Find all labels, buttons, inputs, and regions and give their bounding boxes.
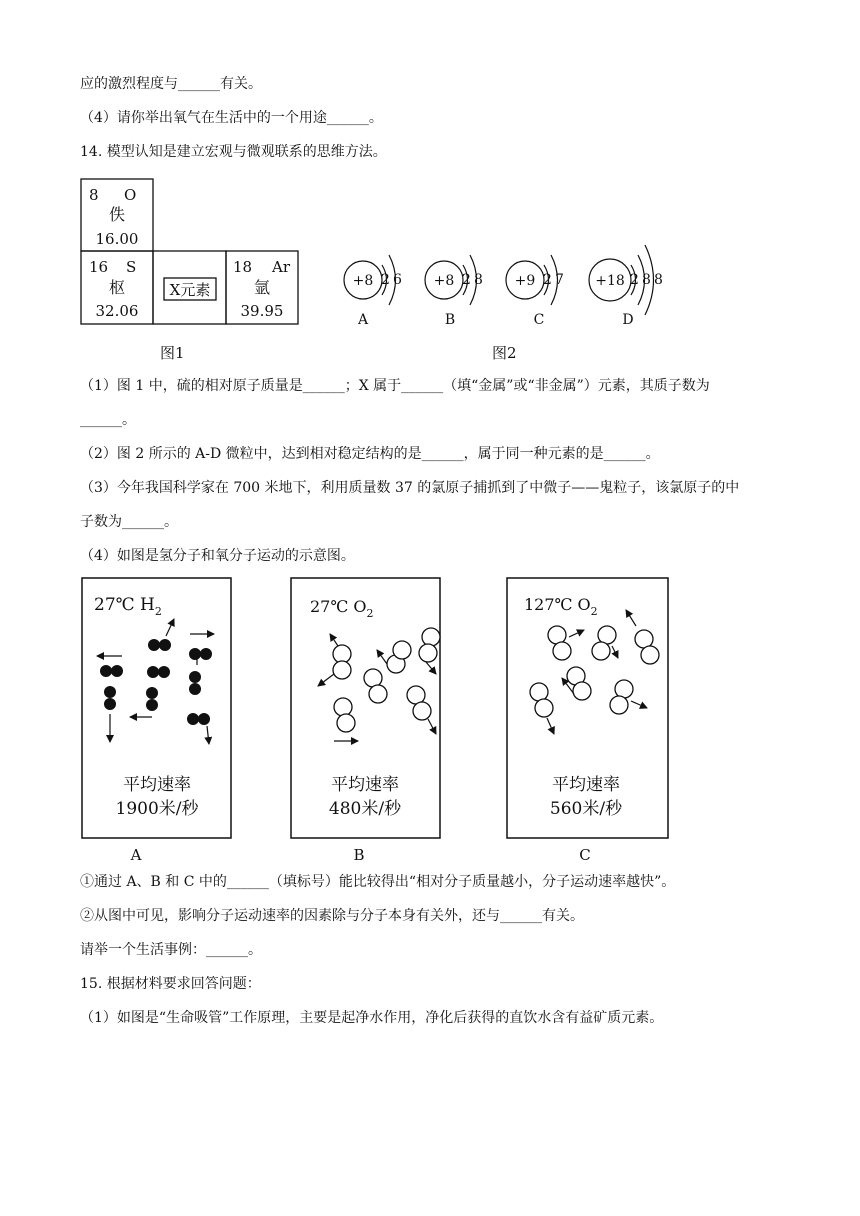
text-line-q4: （4）如图是氢分子和氧分子运动的示意图。 <box>80 548 355 564</box>
oxygen-molecules-b <box>333 628 440 732</box>
particle-a-label: A <box>357 312 369 328</box>
sulfur-mass: 32.06 <box>95 302 139 320</box>
text-line-1: 应的激烈程度与______有关。 <box>80 76 262 92</box>
text-line-q15-1: （1）如图是“生命吸管”工作原理，主要是起净水作用，净化后获得的直饮水含有益矿质元素。 <box>80 1010 664 1026</box>
panel-c-title-subscript: 2 <box>590 605 598 618</box>
text-line-q4-1: ①通过 A、B 和 C 中的______（填标号）能比较得出“相对分子质量越小，分子运动速率越快”。 <box>80 874 676 890</box>
text-line-q3: （3）今年我国科学家在 700 米地下，利用质量数 37 的氯原子捕抓到了中微子——鬼粒子，该氯原子的中 <box>80 480 740 496</box>
hydrogen-molecules <box>100 639 212 725</box>
panel-b-title-subscript: 2 <box>366 607 374 620</box>
panel-c-title: 127℃ O <box>524 595 591 614</box>
sulfur-symbol: S <box>126 258 137 276</box>
particle-c-shell-1: 2 <box>543 272 552 288</box>
particle-a-shell-1: 2 <box>381 272 390 288</box>
panel-c-speed-value: 560米/秒 <box>549 799 623 819</box>
particle-b-shell-1: 2 <box>462 272 471 288</box>
figure-2-caption: 图2 <box>492 344 517 362</box>
x-element-label: X元素 <box>169 281 211 299</box>
panel-c-speed-title: 平均速率 <box>552 775 620 795</box>
figure-2-atomic-structures <box>330 228 690 332</box>
oxygen-molecules-c <box>530 626 659 717</box>
text-line-2: （4）请你举出氧气在生活中的一个用途______。 <box>80 110 383 126</box>
text-line-q1-cont: ______。 <box>80 412 136 428</box>
particle-d-shell-3: 8 <box>654 272 663 288</box>
particle-c-shell-2: 7 <box>555 272 564 288</box>
svg-text:27℃ H2 <box>94 595 162 618</box>
particle-a-nucleus: +8 <box>352 273 374 289</box>
sulfur-name: 枢 <box>108 278 126 297</box>
particle-b-nucleus: +8 <box>433 273 455 289</box>
panel-b-label: B <box>353 846 365 864</box>
text-line-q3-cont: 子数为______。 <box>80 514 178 530</box>
particle-b-label: B <box>444 312 456 328</box>
sulfur-number: 16 <box>89 258 109 276</box>
text-line-q4-example: 请举一个生活事例：______。 <box>80 942 262 958</box>
particle-d-shell-1: 2 <box>630 272 639 288</box>
argon-symbol: Ar <box>272 258 291 276</box>
text-line-q2: （2）图 2 所示的 A-D 微粒中，达到相对稳定结构的是______，属于同一种元素的是______。 <box>80 446 660 462</box>
particle-d-shell-2: 8 <box>642 272 651 288</box>
oxygen-symbol: O <box>124 186 137 204</box>
panel-b-speed-value: 480米/秒 <box>328 799 402 819</box>
text-line-q4-2: ②从图中可见，影响分子运动速率的因素除与分子本身有关外，还与______有关。 <box>80 908 584 924</box>
question-15-heading: 15. 根据材料要求回答问题： <box>80 976 261 992</box>
particle-c-nucleus: +9 <box>514 273 536 289</box>
argon-name: 氩 <box>253 278 271 297</box>
panel-a-speed-value: 1900米/秒 <box>115 799 199 819</box>
panel-a-title-subscript: 2 <box>154 605 162 618</box>
panel-b-title: 27℃ O <box>310 597 367 616</box>
oxygen-mass: 16.00 <box>95 230 139 248</box>
figure-1-periodic-table <box>78 176 310 328</box>
particle-b-shell-2: 8 <box>474 272 483 288</box>
argon-mass: 39.95 <box>240 302 284 320</box>
panel-a-label: A <box>130 846 142 864</box>
question-14-heading: 14. 模型认知是建立宏观与微观联系的思维方法。 <box>80 144 387 160</box>
particle-a-shell-2: 6 <box>393 272 402 288</box>
oxygen-name: 佚 <box>108 205 126 224</box>
svg-text:27℃ O2 <box>310 597 373 620</box>
figure-1-caption: 图1 <box>160 344 185 362</box>
particle-d-label: D <box>622 312 634 328</box>
figure-3-molecular-motion <box>78 574 678 866</box>
particle-c-label: C <box>533 312 545 328</box>
svg-text:127℃ O2 <box>524 595 598 618</box>
text-line-q1: （1）图 1 中，硫的相对原子质量是______；X 属于______（填“金属”或“非金属”）元素，其质子数为 <box>80 378 710 394</box>
particle-d-nucleus: +18 <box>595 273 625 289</box>
panel-a-title: 27℃ H <box>94 595 155 615</box>
argon-number: 18 <box>233 258 253 276</box>
oxygen-number: 8 <box>89 186 99 204</box>
panel-c-label: C <box>579 846 591 864</box>
panel-a-speed-title: 平均速率 <box>123 775 191 795</box>
panel-b-speed-title: 平均速率 <box>331 775 399 795</box>
